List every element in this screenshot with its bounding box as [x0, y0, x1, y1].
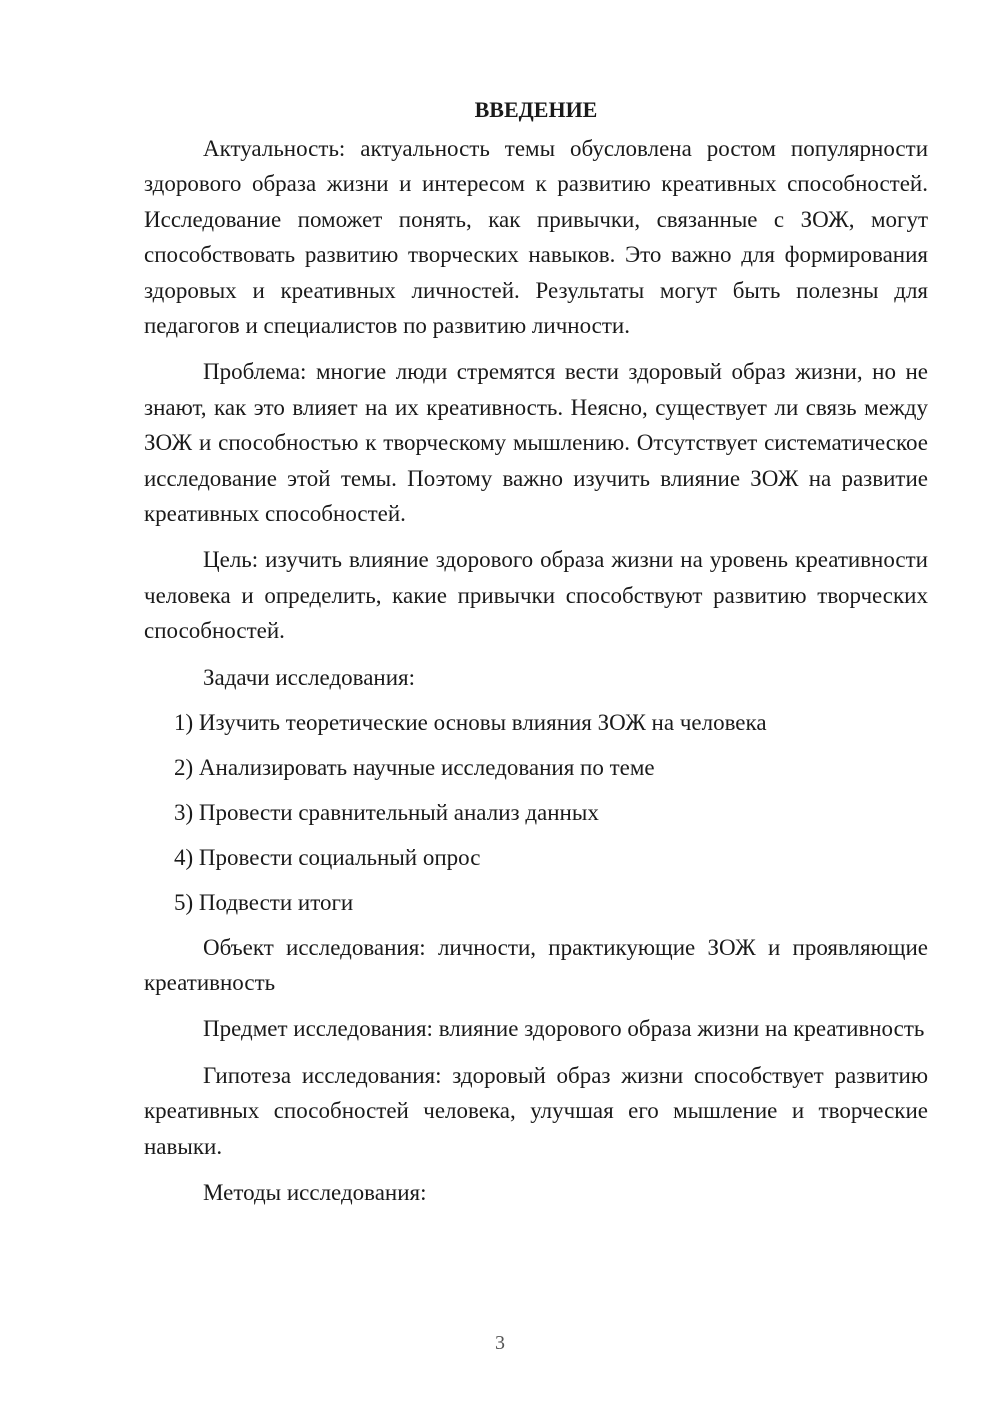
relevance-paragraph: Актуальность: актуальность темы обусловлена ростом популярности здорового образа жизни и интересом к развитию креативных способностей. Исследование поможет понять, как привычки, связанные с ЗОЖ, могут способствовать развитию творческих навыков. Это важно для формирования здоровых и креативных личностей. Результаты могут быть полезны для педагогов и специалистов по развитию личности.: [144, 136, 928, 339]
list-item: 5) Подвести итоги: [174, 889, 354, 915]
page-content: [144, 92, 928, 1220]
page-title: ВВЕДЕНИЕ: [474, 97, 598, 122]
goal-paragraph: Цель: изучить влияние здорового образа жизни на уровень креативности человека и определить, какие привычки способствуют развитию творческих способностей.: [144, 547, 928, 644]
problem-paragraph: Проблема: многие люди стремятся вести здоровый образ жизни, но не знают, как это влияет на их креативность. Неясно, существует ли связь между ЗОЖ и способностью к творческому мышлению. Отсутствует систематическое исследование этой темы. Поэтому важно изучить влияние ЗОЖ на развитие креативных способностей.: [144, 359, 928, 527]
methods-heading: Методы исследования:: [203, 1180, 427, 1206]
list-item: 2) Анализировать научные исследования по теме: [174, 755, 655, 780]
hypothesis-paragraph: Гипотеза исследования: здоровый образ жизни способствует развитию креативных способностей человека, улучшая его мышление и творческие навыки.: [144, 1062, 928, 1159]
list-item: 3) Провести сравнительный анализ данных: [174, 799, 599, 825]
subject-paragraph: Предмет исследования: влияние здорового образа жизни на креативность: [203, 1016, 925, 1042]
tasks-list: [144, 705, 928, 920]
list-item: 4) Провести социальный опрос: [174, 844, 481, 870]
list-item: 1) Изучить теоретические основы влияния ЗОЖ на человека: [174, 710, 767, 736]
page-number: 3: [495, 1332, 505, 1354]
tasks-heading: Задачи исследования:: [203, 664, 416, 690]
object-paragraph: Объект исследования: личности, практикующие ЗОЖ и проявляющие креативность: [144, 934, 928, 996]
